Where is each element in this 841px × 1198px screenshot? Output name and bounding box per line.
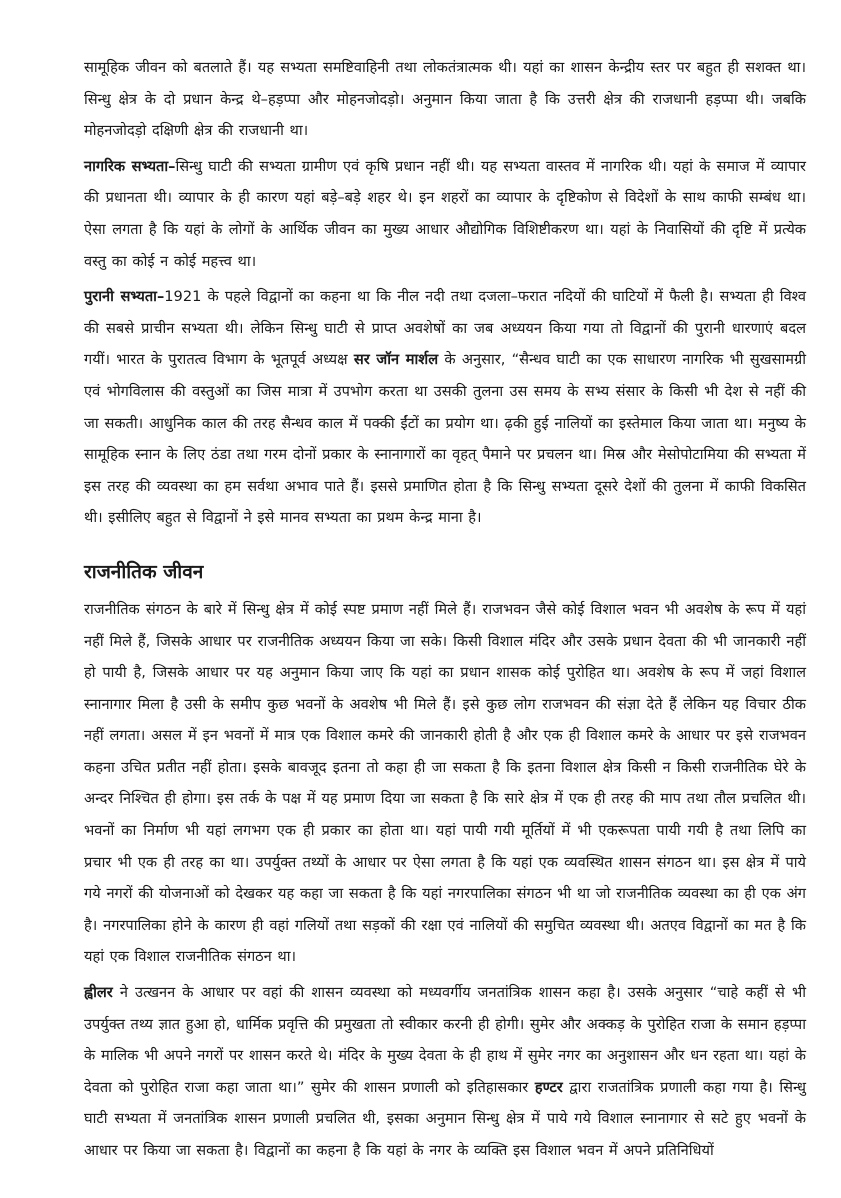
- paragraph-intro: [84, 52, 806, 147]
- paragraph-ancient-civilization: [84, 281, 806, 534]
- paragraph-text: के अनुसार, “सैन्धव घाटी का एक साधारण नागरिक भी सुखसामग्री एवं भोगविलास की वस्तुओं का जिस मात्रा में उपभोग करता था उसकी तुलना उस समय के सभ्य संसार के किसी भी देश से नहीं की जा सकती। आधुनिक काल की तरह सैन्धव काल में पक्की ईंटों का प्रयोग था। ढ़की हुई नालियों का इस्तेमाल किया जाता था। मनुष्य के सामूहिक स्नान के लिए ठंडा तथा गरम दोनों प्रकार के स्नानागारों का वृहत् पैमाने पर प्रचलन था। मिस्र और मेसोपोटामिया की सभ्यता में इस तरह की व्यवस्था का हम सर्वथा अभाव पाते हैं। इससे प्रमाणित होता है कि सिन्धु सभ्यता दूसरे देशों की तुलना में काफी विकसित थी। इसीलिए बहुत से विद्वानों ने इसे मानव सभ्यता का प्रथम केन्द्र माना है।: [84, 351, 807, 527]
- paragraph-text: ने उत्खनन के आधार पर वहां की शासन व्यवस्था को मध्यवर्गीय जनतांत्रिक शासन कहा है। उसके अनुसार “चाहे कहीं से भी उपर्युक्त तथ्य ज्ञात हुआ हो, धार्मिक प्रवृत्ति की प्रमुखता तो स्वीकार करनी ही होगी। सुमेर और अक्कड़ के पुरोहित राजा के समान हड़प्पा के मालिक भी अपने नगरों पर शासन करते थे। मंदिर के मुख्य देवता के ही हाथ में सुमेर नगर का अनुशासन और धन रहता था। यहां के देवता को पुरोहित राजा कहा जाता था।” सुमेर की शासन प्रणाली को इतिहासकार: [84, 984, 806, 1096]
- paragraph-political-organization: [84, 594, 806, 973]
- paragraph-text: द्वारा राजतांत्रिक प्रणाली कहा गया है। सिन्धु घाटी सभ्यता में जनतांत्रिक शासन प्रणाली प्रचलित थी, इसका अनुमान सिन्धु क्षेत्र में पाये गये विशाल स्नानागार से सटे हुए भवनों के आधार पर किया जा सकता है। विद्वानों का कहना है कि यहां के नगर के व्यक्ति इस विशाल भवन में अपने प्रतिनिधियों: [84, 1078, 807, 1159]
- paragraph-text: सामूहिक जीवन को बतलाते हैं। यह सभ्यता समष्टिवाहिनी तथा लोकतंत्रात्मक थी। यहां का शासन केन्द्रीय स्तर पर बहुत ही सशक्त था। सिन्धु क्षेत्र के दो प्रधान केन्द्र थे–हड़प्पा और मोहनजोदड़ो। अनुमान किया जाता है कि उत्तरी क्षेत्र की राजधानी हड़प्पा थी। जबकि मोहनजोदड़ो दक्षिणी क्षेत्र की राजधानी था।: [84, 59, 806, 140]
- paragraph-civic-civilization: [84, 151, 806, 277]
- section-heading: राजनीतिक जीवन: [84, 560, 204, 583]
- emphasized-name: सर जॉन मार्शल: [353, 351, 439, 369]
- paragraph-lead-term: नागरिक सभ्यता–: [84, 157, 176, 175]
- paragraph-text: 1921 के पहले विद्वानों का कहना था कि नील नदी तथा दजला–फरात नदियों की घाटियों में फैली है। सभ्यता ही विश्व की सबसे प्राचीन सभ्यता थी। लेकिन सिन्धु घाटी से प्राप्त अवशेषों का जब अध्ययन किया गया तो विद्वानों की पुरानी धारणाएं बदल गयीं। भारत के पुरातत्व विभाग के भूतपूर्व अध्यक्ष: [84, 288, 807, 369]
- paragraph-lead-term: ह्वीलर: [84, 984, 113, 1002]
- paragraph-text: सिन्धु घाटी की सभ्यता ग्रामीण एवं कृषि प्रधान नहीं थी। यह सभ्यता वास्तव में नागरिक थी। यहां के समाज में व्यापार की प्रधानता थी। व्यापार के ही कारण यहां बड़े–बड़े शहर थे। इन शहरों का व्यापार के दृष्टिकोण से विदेशों के साथ काफी सम्बंध था। ऐसा लगता है कि यहां के लोगों के आर्थिक जीवन का मुख्य आधार औद्योगिक विशिष्टीकरण था। यहां के निवासियों की दृष्टि में प्रत्येक वस्तु का कोई न कोई महत्त्व था।: [84, 157, 806, 270]
- paragraph-lead-term: पुरानी सभ्यता–: [84, 288, 165, 306]
- document-page: [84, 52, 806, 1167]
- paragraph-text: राजनीतिक संगठन के बारे में सिन्धु क्षेत्र में कोई स्पष्ट प्रमाण नहीं मिले हैं। राजभवन जैसे कोई विशाल भवन भी अवशेष के रूप में यहां नहीं मिले हैं, जिसके आधार पर राजनीतिक अध्ययन किया जा सके। किसी विशाल मंदिर और उसके प्रधान देवता की भी जानकारी नहीं हो पायी है, जिसके आधार पर यह अनुमान किया जाए कि यहां का प्रधान शासक कोई पुरोहित था। अवशेष के रूप में जहां विशाल स्नानागार मिला है उसी के समीप कुछ भवनों के अवशेष भी मिले हैं। इसे कुछ लोग राजभवन की संज्ञा देते हैं लेकिन यह विचार ठीक नहीं लगता। असल में इन भवनों में मात्र एक विशाल कमरे की जानकारी होती है और एक ही विशाल कमरे के आधार पर इसे राजभवन कहना उचित प्रतीत नहीं होता। इसके बावजूद इतना तो कहा ही जा सकता है कि इतना विशाल क्षेत्र किसी न किसी राजनीतिक घेरे के अन्दर निश्चित ही होगा। इस तर्क के पक्ष में यह प्रमाण दिया जा सकता है कि सारे क्षेत्र में एक ही तरह की माप तथा तौल प्रचलित थी। भवनों का निर्माण भी यहां लगभग एक ही प्रकार का होता था। यहां पायी गयी मूर्तियों में भी एकरूपता पायी गयी है तथा लिपि का प्रचार भी एक ही तरह का था। उपर्युक्त तथ्यों के आधार पर ऐसा लगता है कि यहां एक व्यवस्थित शासन संगठन था। इस क्षेत्र में पाये गये नगरों की योजनाओं को देखकर यह कहा जा सकता है कि यहां नगरपालिका संगठन भी था जो राजनीतिक व्यवस्था का ही एक अंग है। नगरपालिका होने के कारण ही वहां गलियों तथा सड़कों की रक्षा एवं नालियों की समुचित व्यवस्था थी। अतएव विद्वानों का मत है कि यहां एक विशाल राजनीतिक संगठन था।: [84, 600, 806, 966]
- emphasized-name: हण्टर: [534, 1078, 563, 1096]
- paragraph-wheeler-view: [84, 977, 806, 1167]
